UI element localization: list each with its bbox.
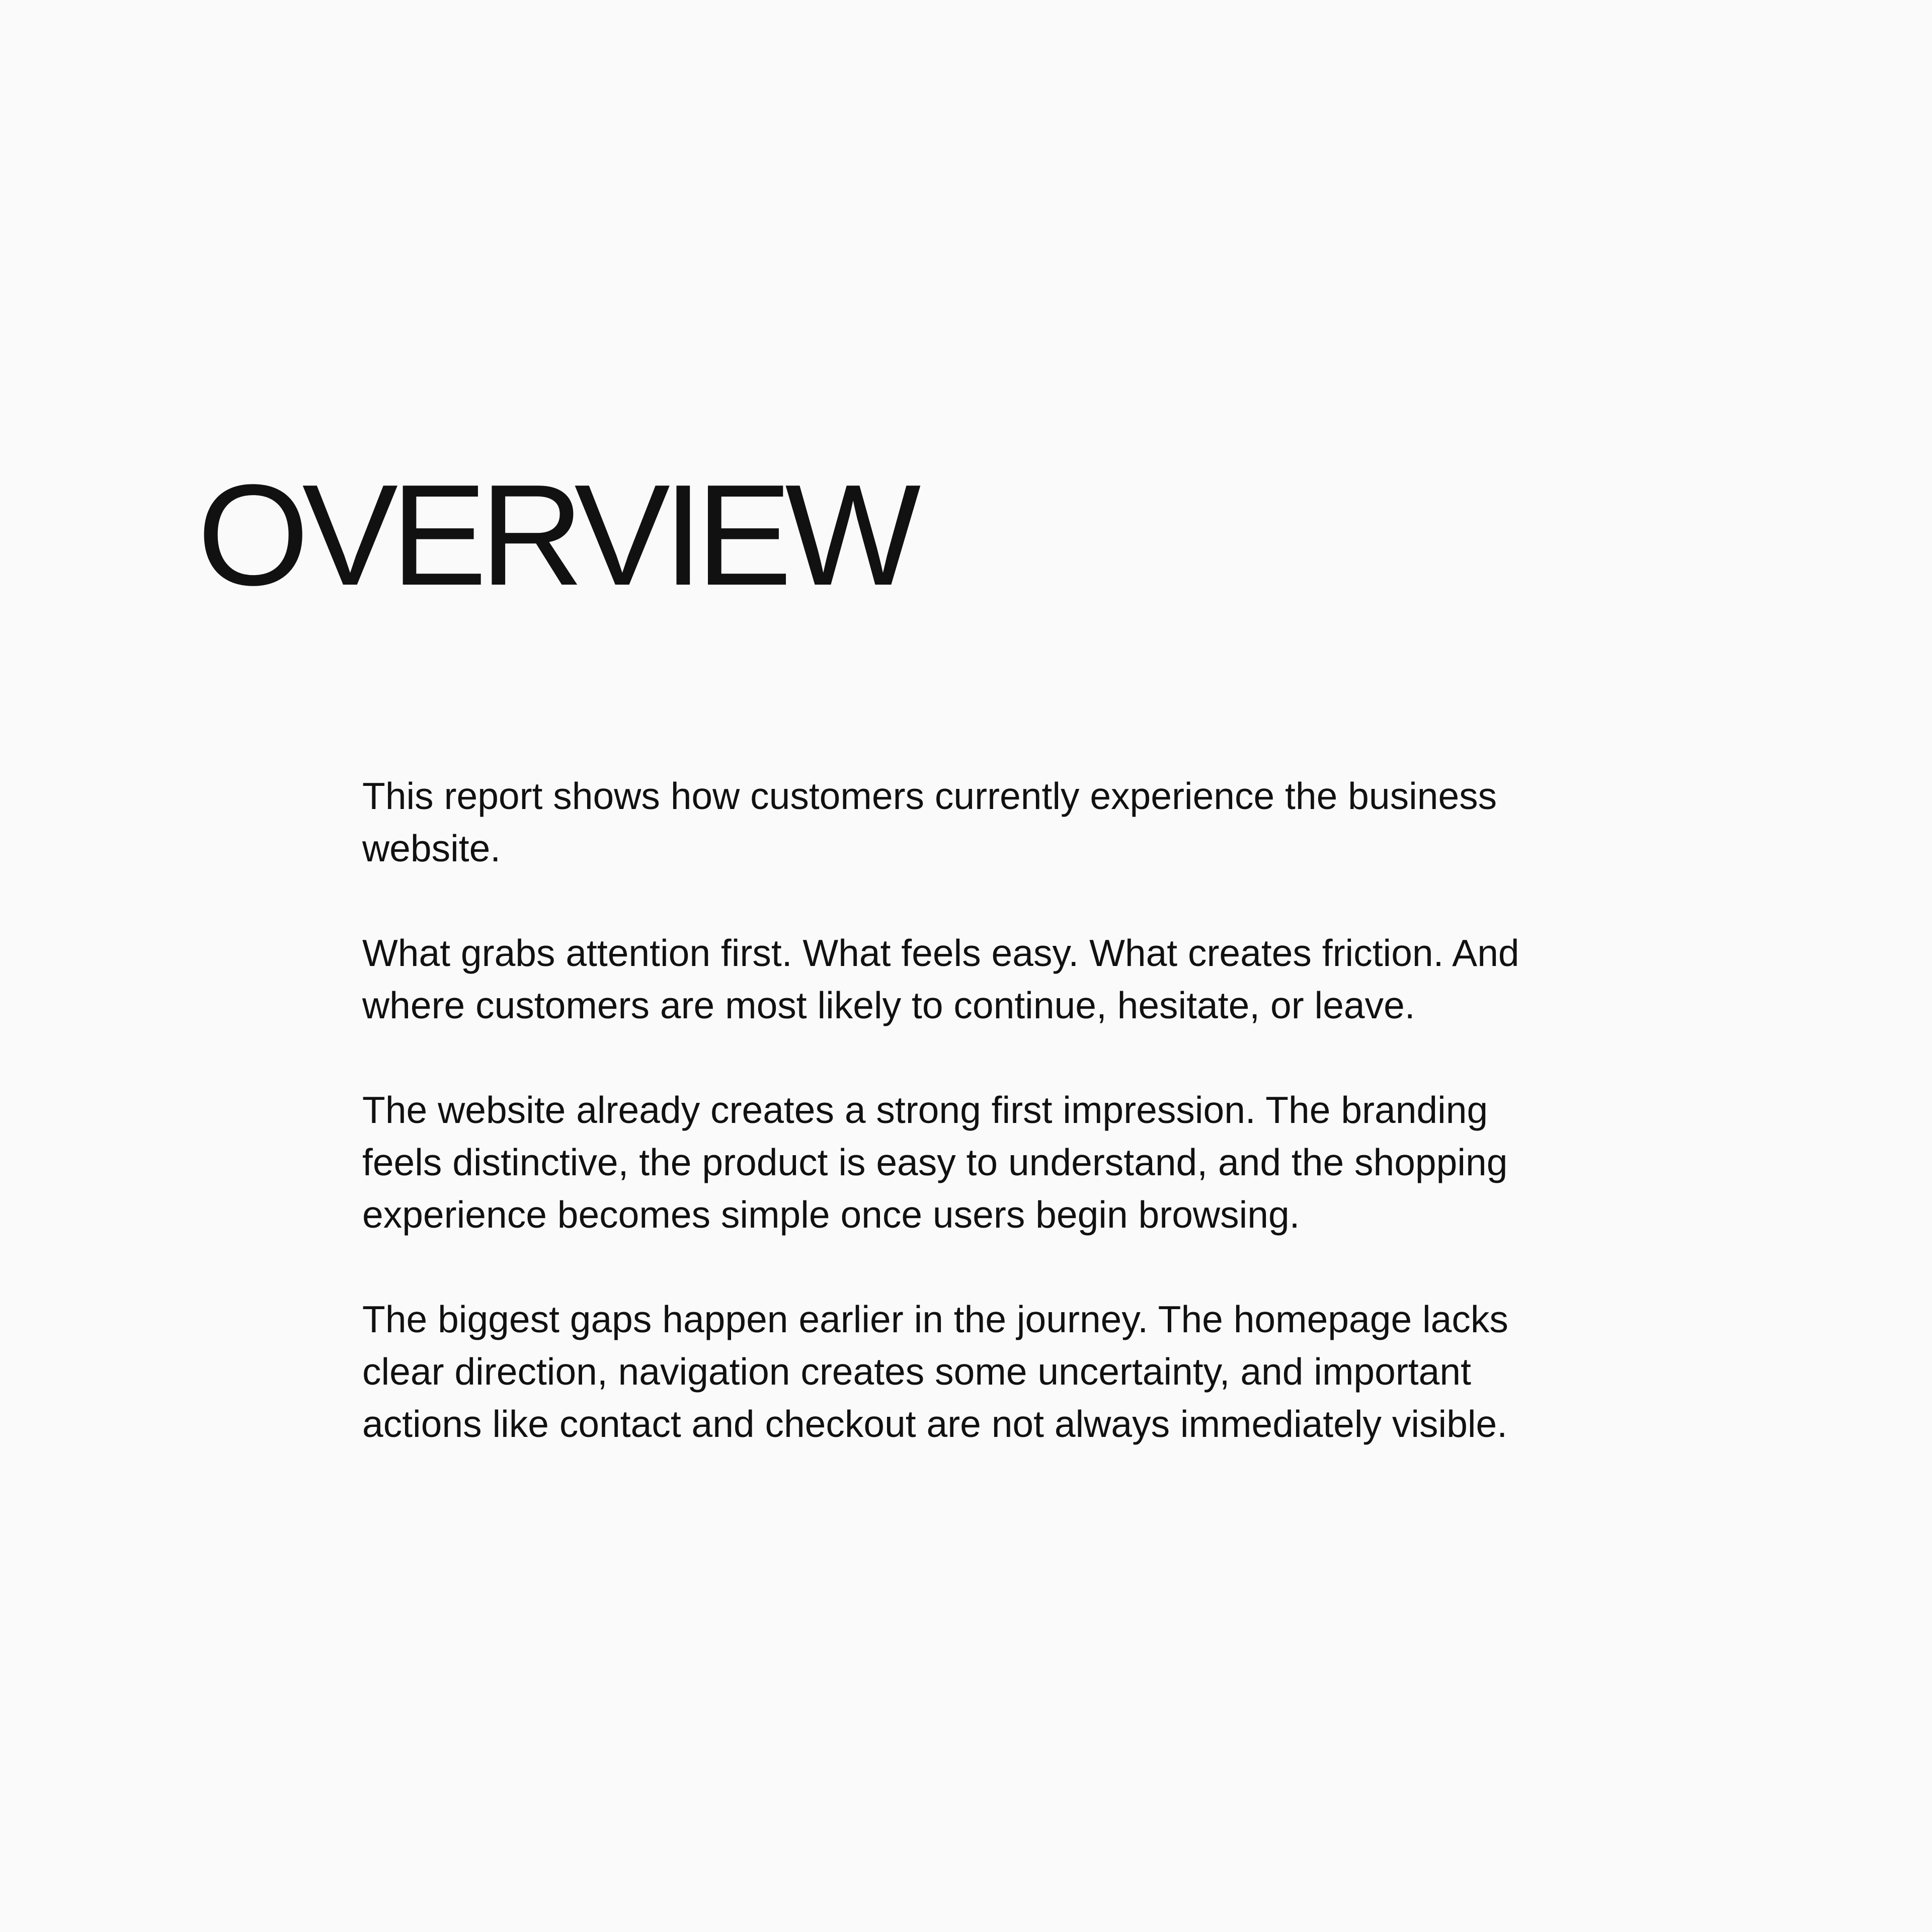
paragraph-strengths: The website already creates a strong first impression. The branding feels distinctive, the product is easy to understand, and the shopping experience becomes simple once users begin browsing. [362, 1089, 1508, 1236]
page-title: OVERVIEW [197, 454, 914, 615]
paragraph-gaps: The biggest gaps happen earlier in the journey. The homepage lacks clear direction, navigation creates some uncertainty, and important actions like contact and checkout are not always immediately visible. [362, 1298, 1508, 1445]
overview-body [362, 770, 1560, 1450]
paragraph-intro: This report shows how customers currently experience the business website. [362, 775, 1497, 869]
paragraph-focus-areas: What grabs attention first. What feels easy. What creates friction. And where customers are most likely to continue, hesitate, or leave. [362, 932, 1519, 1026]
